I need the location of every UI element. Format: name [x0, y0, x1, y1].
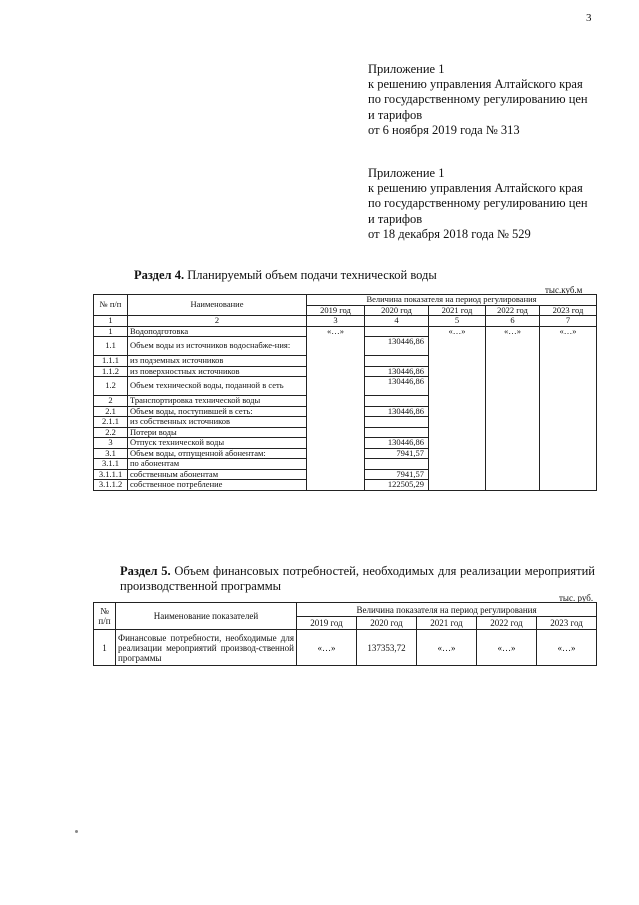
- value-2020: [365, 356, 429, 367]
- section5-title-bold: Раздел 5.: [120, 564, 171, 578]
- section4-body: [94, 326, 597, 490]
- header-year: 2019 год: [307, 305, 365, 316]
- value-2019: «…»: [297, 630, 357, 666]
- col-number: 6: [486, 316, 540, 327]
- value-2021-placeholder: «…»: [429, 326, 486, 490]
- row-num: 1.1.1: [94, 356, 128, 367]
- row-name: Финансовые потребности, необходимые для реализации мероприятий производ-ственной программы: [116, 630, 297, 666]
- table-row: [94, 326, 597, 337]
- value-2020: 130446,86: [365, 438, 429, 449]
- row-num: 1: [94, 630, 116, 666]
- appendix-line: и тарифов: [368, 107, 423, 122]
- header-year: 2021 год: [417, 617, 477, 630]
- header-year: 2022 год: [486, 305, 540, 316]
- col-number: 5: [429, 316, 486, 327]
- row-name: собственным абонентам: [128, 469, 307, 480]
- header-num: № п/п: [94, 603, 116, 630]
- col-number: 1: [94, 316, 128, 327]
- value-2020: 137353,72: [357, 630, 417, 666]
- row-num: 3.1.1.1: [94, 469, 128, 480]
- appendix-line: Приложение 1: [368, 62, 445, 76]
- row-name: Объем воды из источников водоснабже-ния:: [128, 337, 307, 356]
- row-num: 1.2: [94, 377, 128, 396]
- section5-table: [93, 602, 597, 666]
- row-name: из подземных источников: [128, 356, 307, 367]
- value-2021: «…»: [417, 630, 477, 666]
- row-name: Объем воды, отпущенной абонентам:: [128, 448, 307, 459]
- value-2023: «…»: [537, 630, 597, 666]
- appendix-line: по государственному регулированию цен: [368, 196, 588, 211]
- header-year: 2020 год: [365, 305, 429, 316]
- section4-title-bold: Раздел 4.: [134, 268, 185, 282]
- value-2020: 130446,86: [365, 366, 429, 377]
- value-2020: 122505,29: [365, 480, 429, 491]
- row-num: 2: [94, 396, 128, 407]
- value-2020: 130446,86: [365, 337, 429, 356]
- col-number: 2: [128, 316, 307, 327]
- appendix-note-1: [368, 62, 588, 138]
- row-name: из поверхностных источников: [128, 366, 307, 377]
- header-year: 2023 год: [540, 305, 597, 316]
- row-name: Отпуск технической воды: [128, 438, 307, 449]
- row-name: Объем воды, поступившей в сеть:: [128, 406, 307, 417]
- value-2022-placeholder: «…»: [486, 326, 540, 490]
- page-number: 3: [586, 12, 592, 24]
- appendix-note-2: [368, 166, 588, 242]
- header-year: 2019 год: [297, 617, 357, 630]
- row-name: из собственных источников: [128, 417, 307, 428]
- row-name: Водоподготовка: [128, 326, 307, 337]
- value-2020: [365, 427, 429, 438]
- col-number: 4: [365, 316, 429, 327]
- header-year: 2021 год: [429, 305, 486, 316]
- section4-unit: тыс.куб.м: [545, 285, 583, 295]
- value-2020: [365, 326, 429, 337]
- section4-title-rest: Планируемый объем подачи технической воды: [184, 268, 437, 282]
- row-num: 3.1.1: [94, 459, 128, 470]
- section5-title: [120, 564, 595, 593]
- appendix-line: к решению управления Алтайского края: [368, 181, 583, 196]
- value-2020: 7941,57: [365, 469, 429, 480]
- header-name: Наименование: [128, 295, 307, 316]
- col-number: 3: [307, 316, 365, 327]
- row-num: 1: [94, 326, 128, 337]
- appendix-line: Приложение 1: [368, 166, 445, 180]
- value-2020: 130446,86: [365, 377, 429, 396]
- row-num: 2.2: [94, 427, 128, 438]
- value-2022: «…»: [477, 630, 537, 666]
- value-2020: 7941,57: [365, 448, 429, 459]
- appendix-line: к решению управления Алтайского края: [368, 77, 583, 92]
- scan-mark: [75, 830, 78, 833]
- row-name: Транспортировка технической воды: [128, 396, 307, 407]
- row-num: 2.1: [94, 406, 128, 417]
- value-2020: [365, 396, 429, 407]
- appendix-line: от 18 декабря 2018 года № 529: [368, 226, 531, 241]
- header-year: 2020 год: [357, 617, 417, 630]
- row-num: 1.1: [94, 337, 128, 356]
- value-2020: [365, 459, 429, 470]
- row-name: Объем технической воды, поданной в сеть: [128, 377, 307, 396]
- header-year: 2023 год: [537, 617, 597, 630]
- value-2020: 130446,86: [365, 406, 429, 417]
- appendix-line: и тарифов: [368, 211, 423, 226]
- row-num: 3.1: [94, 448, 128, 459]
- row-name: по абонентам: [128, 459, 307, 470]
- header-year: 2022 год: [477, 617, 537, 630]
- section4-table: [93, 294, 597, 491]
- row-name: собственное потребление: [128, 480, 307, 491]
- row-num: 2.1.1: [94, 417, 128, 428]
- appendix-line: от 6 ноября 2019 года № 313: [368, 122, 520, 137]
- section5-title-rest: Объем финансовых потребностей, необходимых для реализации мероприятий производственной программы: [120, 564, 595, 593]
- section5-unit: тыс. руб.: [559, 593, 594, 603]
- row-num: 3.1.1.2: [94, 480, 128, 491]
- col-number: 7: [540, 316, 597, 327]
- header-period: Величина показателя на период регулирования: [297, 603, 597, 617]
- row-num: 1.1.2: [94, 366, 128, 377]
- header-num: № п/п: [94, 295, 128, 316]
- section4-title: [134, 268, 437, 283]
- header-period: Величина показателя на период регулирования: [307, 295, 597, 306]
- value-2019-placeholder: «…»: [307, 326, 365, 490]
- row-num: 3: [94, 438, 128, 449]
- appendix-line: по государственному регулированию цен: [368, 92, 588, 107]
- value-2020: [365, 417, 429, 428]
- value-2023-placeholder: «…»: [540, 326, 597, 490]
- row-name: Потери воды: [128, 427, 307, 438]
- header-name: Наименование показателей: [116, 603, 297, 630]
